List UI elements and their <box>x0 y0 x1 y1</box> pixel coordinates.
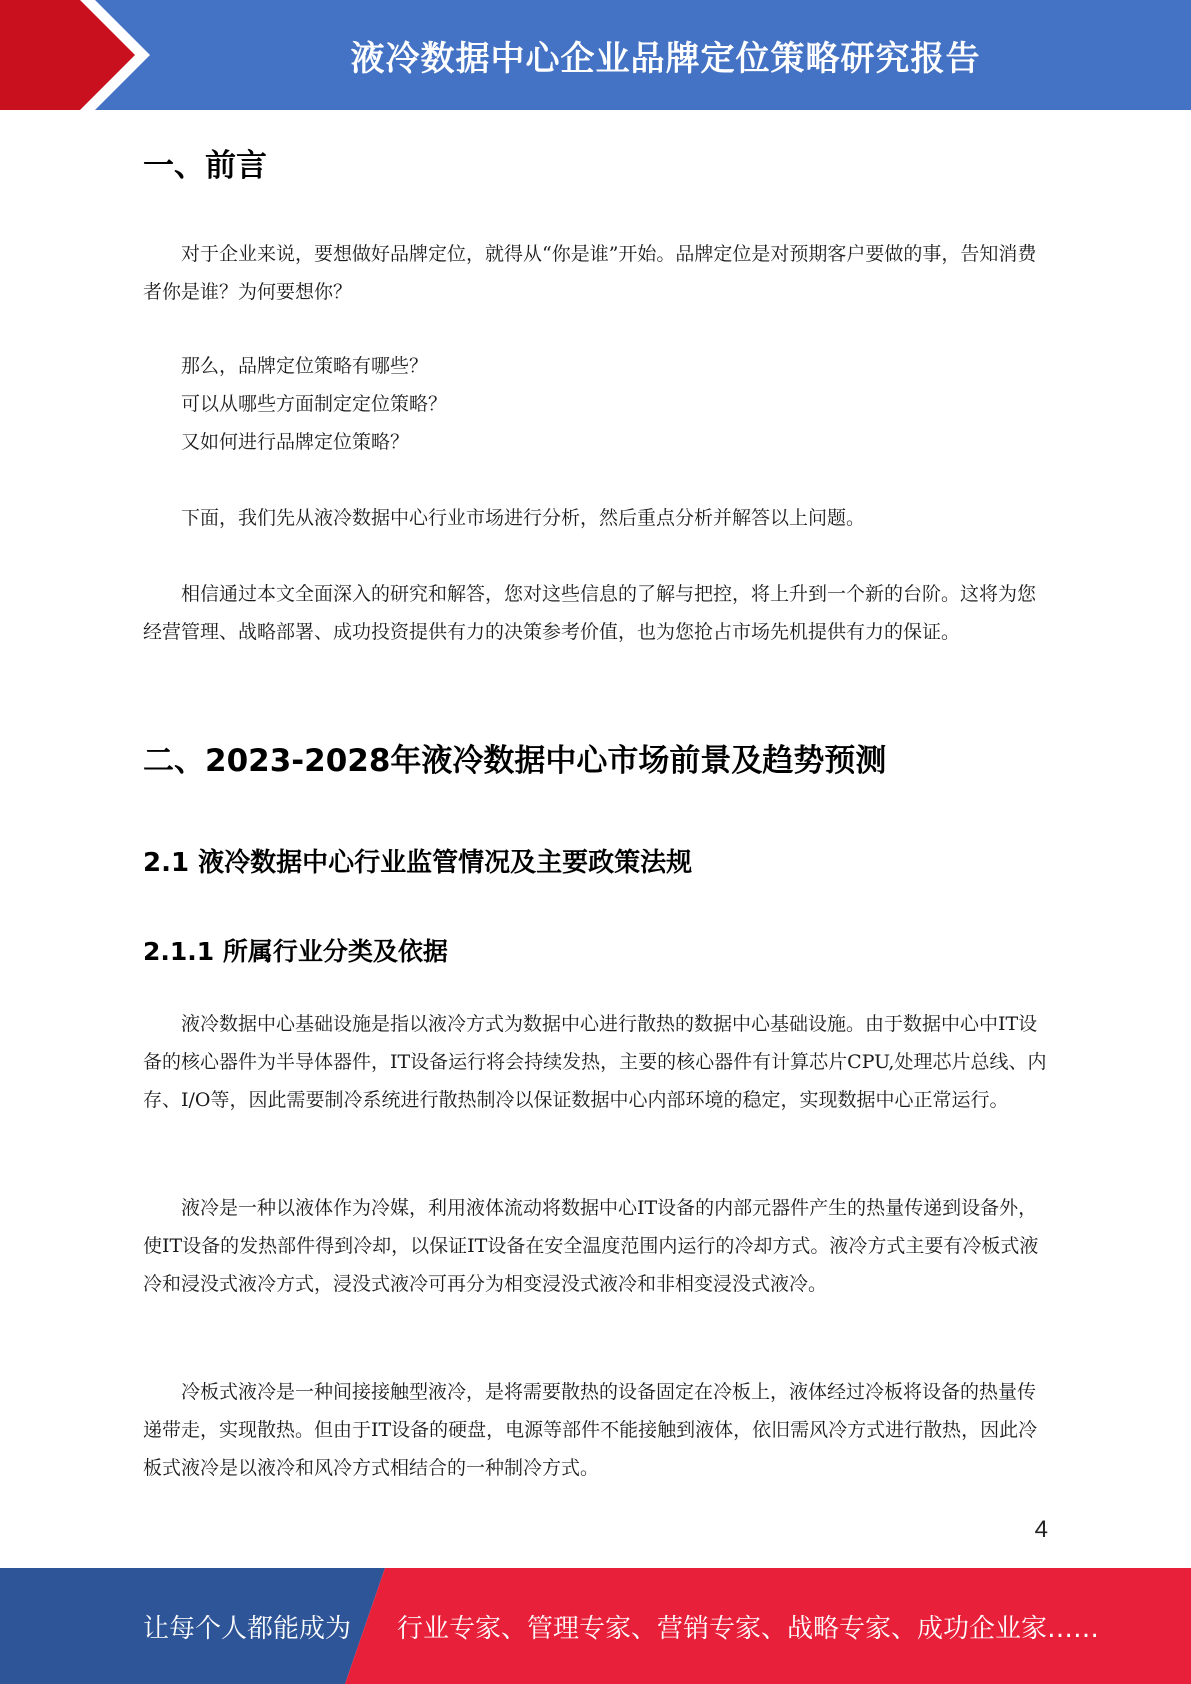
page-footer <box>0 1568 1191 1684</box>
header-title: 液冷数据中心企业品牌定位策略研究报告 <box>350 38 981 79</box>
section-heading-preface: 一、前言 <box>143 148 267 184</box>
paragraph: 对于企业来说，要想做好品牌定位，就得从“你是谁”开始。品牌定位是对预期客户要做的事，告知消费者你是谁？为何要想你？ <box>143 243 1037 303</box>
footer-slogan-left: 让每个人都能成为 <box>143 1613 352 1644</box>
paragraph: 下面，我们先从液冷数据中心行业市场进行分析，然后重点分析并解答以上问题。 <box>181 507 866 529</box>
subsection-heading: 2.1 液冷数据中心行业监管情况及主要政策法规 <box>143 848 693 878</box>
paragraph: 液冷是一种以液体作为冷媒，利用液体流动将数据中心IT设备的内部元器件产生的热量传递到设备外，使IT设备的发热部件得到冷却，以保证IT设备在安全温度范围内运行的冷却方式。液冷方式主要有冷板式液冷和浸没式液冷方式，浸没式液冷可再分为相变浸没式液冷和非相变浸没式液冷。 <box>143 1197 1039 1295</box>
page-header <box>0 0 1191 110</box>
paragraph: 又如何进行品牌定位策略？ <box>181 431 410 453</box>
page-number: 4 <box>1034 1516 1048 1543</box>
paragraph: 液冷数据中心基础设施是指以液冷方式为数据中心进行散热的数据中心基础设施。由于数据中心中IT设备的核心器件为半导体器件，IT设备运行将会持续发热，主要的核心器件有计算芯片CPU,处理芯片总线、内存、I/O等，因此需要制冷系统进行散热制冷以保证数据中心内部环境的稳定，实现数据中心正常运行。 <box>143 1013 1047 1111</box>
section-heading-market-outlook: 二、2023-2028年液冷数据中心市场前景及趋势预测 <box>143 743 887 779</box>
subsubsection-heading: 2.1.1 所属行业分类及依据 <box>143 937 448 966</box>
paragraph: 那么，品牌定位策略有哪些？ <box>181 355 429 377</box>
paragraph: 冷板式液冷是一种间接接触型液冷，是将需要散热的设备固定在冷板上，液体经过冷板将设备的热量传递带走，实现散热。但由于IT设备的硬盘，电源等部件不能接触到液体，依旧需风冷方式进行散热，因此冷板式液冷是以液冷和风冷方式相结合的一种制冷方式。 <box>143 1381 1038 1479</box>
paragraph: 可以从哪些方面制定定位策略？ <box>181 393 448 415</box>
footer-slogan-right: 行业专家、管理专家、营销专家、战略专家、成功企业家…… <box>397 1613 1100 1644</box>
paragraph: 相信通过本文全面深入的研究和解答，您对这些信息的了解与把控，将上升到一个新的台阶。这将为您经营管理、战略部署、成功投资提供有力的决策参考价值，也为您抢占市场先机提供有力的保证。 <box>143 583 1037 643</box>
